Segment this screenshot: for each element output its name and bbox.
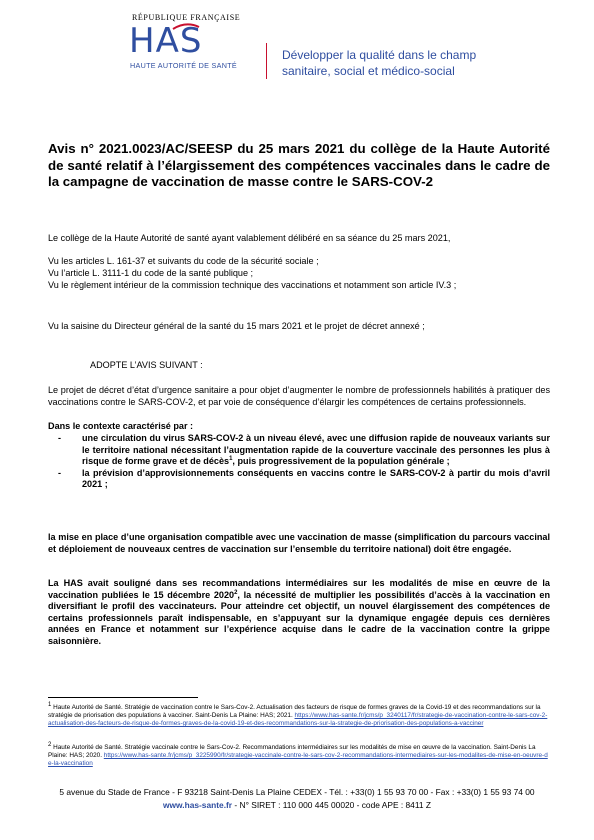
header-divider xyxy=(266,43,267,79)
bullet-dash: - xyxy=(58,467,62,478)
republique-francaise-label: RÉPUBLIQUE FRANÇAISE xyxy=(132,13,241,22)
footnote-link[interactable]: https://www.has-sante.fr/jcms/p_3240117/fr/strategie-de-vaccination-contre-le-sars-cov-2-actualisation-des-facteurs-de-risque-de-formes-graves-de-la-covid-19-et-des-recommandations-sur-la-strategie-de-priorisation-des-populations-a-vacciner xyxy=(48,712,548,727)
vu-line-4: Vu la saisine du Directeur général de la santé du 15 mars 2021 et le projet de décret annexé ; xyxy=(48,321,425,331)
footnote-link[interactable]: https://www.has-sante.fr/jcms/p_3225990/fr/strategie-vaccinale-contre-le-sars-cov-2-recommandations-intermediaires-sur-les-modalites-de-mise-en-oeuvre-de-la-vaccination xyxy=(48,752,548,767)
intro-paragraph: Le collège de la Haute Autorité de santé ayant valablement délibéré en sa séance du 25 mars 2021, xyxy=(48,233,451,243)
footnote-number: 2 xyxy=(48,741,52,748)
paragraph-3 xyxy=(48,578,550,648)
footnote-2 xyxy=(48,741,548,768)
vu-line-1: Vu les articles L. 161-37 et suivants du code de la sécurité sociale ; xyxy=(48,256,319,266)
footnote-ref-2[interactable]: 2 xyxy=(234,589,238,596)
contexte-heading: Dans le contexte caractérisé par : xyxy=(48,421,194,431)
tagline-line-1: Développer la qualité dans le champ xyxy=(282,48,477,62)
vu-line-2: Vu l’article L. 3111-1 du code de la santé publique ; xyxy=(48,268,254,278)
bullet-1-text-end: , puis progressivement de la population générale ; xyxy=(232,456,450,467)
footnote-separator xyxy=(48,697,198,698)
footnote-text: Haute Autorité de Santé. Stratégie vaccinale contre le Sars-Cov-2. Recommandations intermédiaires sur les modalités de mise en œuvre de la vaccination. Saint-Denis La Plaine: HAS; 2020. xyxy=(48,744,536,759)
has-logo xyxy=(129,21,249,84)
context-list xyxy=(48,433,550,491)
adopte-heading: ADOPTE L’AVIS SUIVANT : xyxy=(90,360,203,370)
logo-subtitle: HAUTE AUTORITÉ DE SANTÉ xyxy=(130,61,238,70)
footer-siret: - N° SIRET : 110 000 445 00020 - code APE : 8411 Z xyxy=(232,800,431,810)
bullet-1-text: une circulation du virus SARS-COV-2 à un niveau élevé, avec une diffusion rapide de nouveaux variants sur le territoire national nécessitant l’augmentation rapide de la couverture vaccinale des personnes les plus à risque de forme grave et de décès xyxy=(82,433,550,467)
footnote-1 xyxy=(48,701,548,728)
paragraph-2: la mise en place d’une organisation compatible avec une vaccination de masse (simplification du parcours vaccinal et déploiement de nouveaux centres de vaccination sur l’ensemble du territoire national) doit être engagée. xyxy=(48,532,550,554)
bullet-2-text: la prévision d’approvisionnements conséquents en vaccins contre le SARS-COV-2 à partir du mois d’avril 2021 ; xyxy=(82,467,550,490)
paragraph-3-text-end: , la nécessité de multiplier les possibilités d’accès à la vaccination en diversifiant le profil des vaccinateurs. Pour atteindre cet objectif, un nouvel élargissement des compétences de certains professionnels paraît indispensable, en s’appuyant sur la dynamique engagée depuis ces dernières années en France et notamment sur l’expérience acquise dans le cadre de la vaccination contre la grippe saisonnière. xyxy=(48,589,550,646)
header-tagline xyxy=(282,47,522,79)
footer-info xyxy=(0,800,594,810)
tagline-line-2: sanitaire, social et médico-social xyxy=(282,64,455,78)
bullet-dash: - xyxy=(58,433,62,443)
list-item xyxy=(48,468,550,491)
paragraph-1: Le projet de décret d’état d’urgence sanitaire a pour objet d’augmenter le nombre de professionnels habilités à pratiquer des vaccinations contre le SARS-COV-2, et par voie de conséquence d’élargir les compétences de certains professionnels. xyxy=(48,385,550,407)
list-item xyxy=(48,433,550,468)
vu-line-3: Vu le règlement intérieur de la commission technique des vaccinations et notamment son article IV.3 ; xyxy=(48,280,457,290)
footnote-text: Haute Autorité de Santé. Stratégie de vaccination contre le Sars-Cov-2. Actualisation des facteurs de risque de formes graves de la Covid-19 et des recommandations sur la stratégie de priorisation des populations à vacciner. Saint-Denis La Plaine: HAS; 2021. xyxy=(48,704,541,719)
paragraph-3-text: La HAS avait souligné dans ses recommandations intermédiaires sur les modalités de mise en œuvre de la vaccination publiées le 15 décembre 2020 xyxy=(48,578,550,600)
logo-text: HAS xyxy=(129,21,203,61)
footnote-number: 1 xyxy=(48,701,52,708)
document-title: Avis n° 2021.0023/AC/SEESP du 25 mars 2021 du collège de la Haute Autorité de santé relatif à l’élargissement des compétences vaccinales dans le cadre de la campagne de vaccination de masse contre le SARS-COV-2 xyxy=(48,141,550,189)
footer-website-link[interactable]: www.has-sante.fr xyxy=(163,800,233,810)
footer-address: 5 avenue du Stade de France - F 93218 Saint-Denis La Plaine CEDEX - Tél. : +33(0) 1 55 93 70 00 - Fax : +33(0) 1 55 93 74 00 xyxy=(59,787,535,797)
footnote-ref-1[interactable]: 1 xyxy=(229,456,233,463)
